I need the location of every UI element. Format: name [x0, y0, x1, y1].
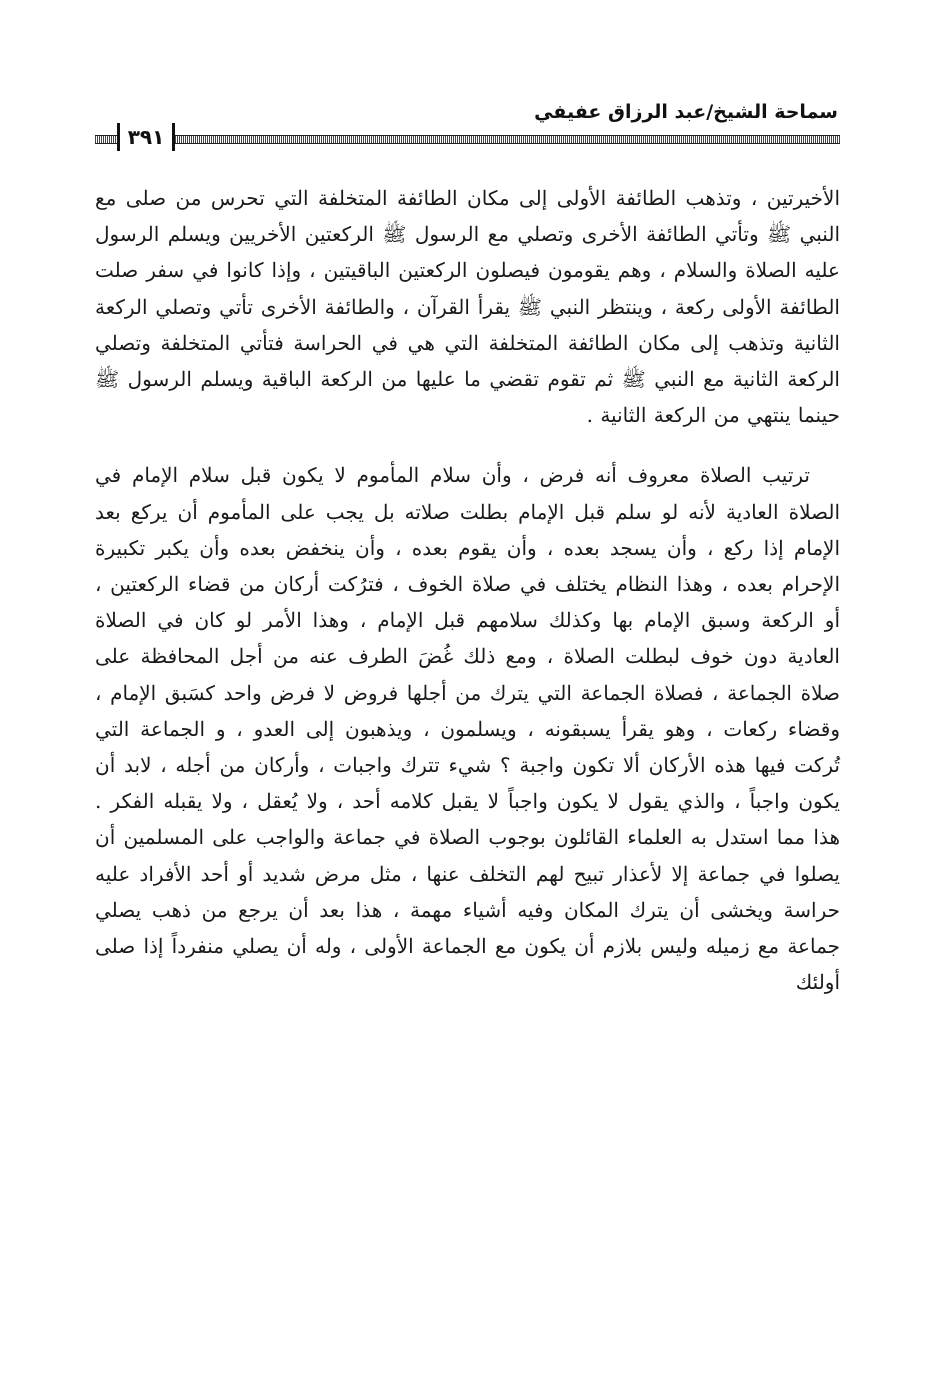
header-rule — [95, 135, 840, 144]
paragraph-2: ترتيب الصلاة معروف أنه فرض ، وأن سلام المأموم لا يكون قبل سلام الإمام في الصلاة العادية لأنه لو سلم قبل الإمام بطلت صلاته بل يجب على المأموم أن يركع بعد الإمام إذا ركع ، وأن يسجد بعده ، وأن يقوم بعده ، وأن ينخفض بعده وأن يكبر تكبيرة الإحرام بعده ، وهذا النظام يختلف في صلاة الخوف ، فترُكت أركان من قضاء الركعتين ، أو الركعة وسبق الإمام بها وكذلك سلامهم قبل الإمام ، وهذا الأمر لو كان في الصلاة العادية دون خوف لبطلت الصلاة ، ومع ذلك غُضَ الطرف عنه من أجل المحافظة على صلاة الجماعة ، فصلاة الجماعة التي يترك من أجلها فروض لا فرض واحد كسَبق الإمام ، وقضاء ركعات ، وهو يقرأ يسبقونه ، ويسلمون ، ويذهبون إلى العدو ، و الجماعة التي تُركت فيها هذه الأركان ألا تكون واجبة ؟ شيء تترك واجبات ، وأركان من أجله ، لابد أن يكون واجباً ، والذي يقول لا يكون واجباً لا يقبل كلامه أحد ، ولا يُعقل ، ولا يقبله الفكر . هذا مما استدل به العلماء القائلون بوجوب الصلاة في جماعة والواجب على المسلمين أن يصلوا في جماعة إلا لأعذار تبيح لهم التخلف عنها ، مثل مرض شديد أو أحد الأفراد عليه حراسة ويخشى أن يترك المكان وفيه أشياء مهمة ، هذا بعد أن يرجع من ذهب يصلي جماعة مع زميله وليس بلازم أن يكون مع الجماعة الأولى ، وله أن يصلي منفرداً إذا صلى أولئك — [95, 463, 840, 995]
page-number: ٣٩١ — [117, 123, 175, 151]
running-title: سماحة الشيخ/عبد الرزاق عفيفي — [534, 101, 838, 123]
page-header — [95, 95, 840, 155]
paragraph-1: الأخيرتين ، وتذهب الطائفة الأولى إلى مكان الطائفة المتخلفة التي تحرس من صلى مع النبي ﷺ وتأتي الطائفة الأخرى وتصلي مع الرسول ﷺ الركعتين الأخريين ويسلم الرسول عليه الصلاة والسلام ، وهم يقومون فيصلون الركعتين الباقيتين ، وإذا كانوا في سفر صلت الطائفة الأولى ركعة ، وينتظر النبي ﷺ يقرأ القرآن ، والطائفة الأخرى تأتي وتصلي الركعة الثانية وتذهب إلى مكان الطائفة المتخلفة التي هي في الحراسة فتأتي المتخلفة وتصلي الركعة الثانية مع النبي ﷺ ثم تقوم تقضي ما عليها من الركعة الباقية ويسلم الرسول ﷺ حينما ينتهي من الركعة الثانية . — [95, 186, 840, 428]
body-text — [95, 180, 840, 1000]
